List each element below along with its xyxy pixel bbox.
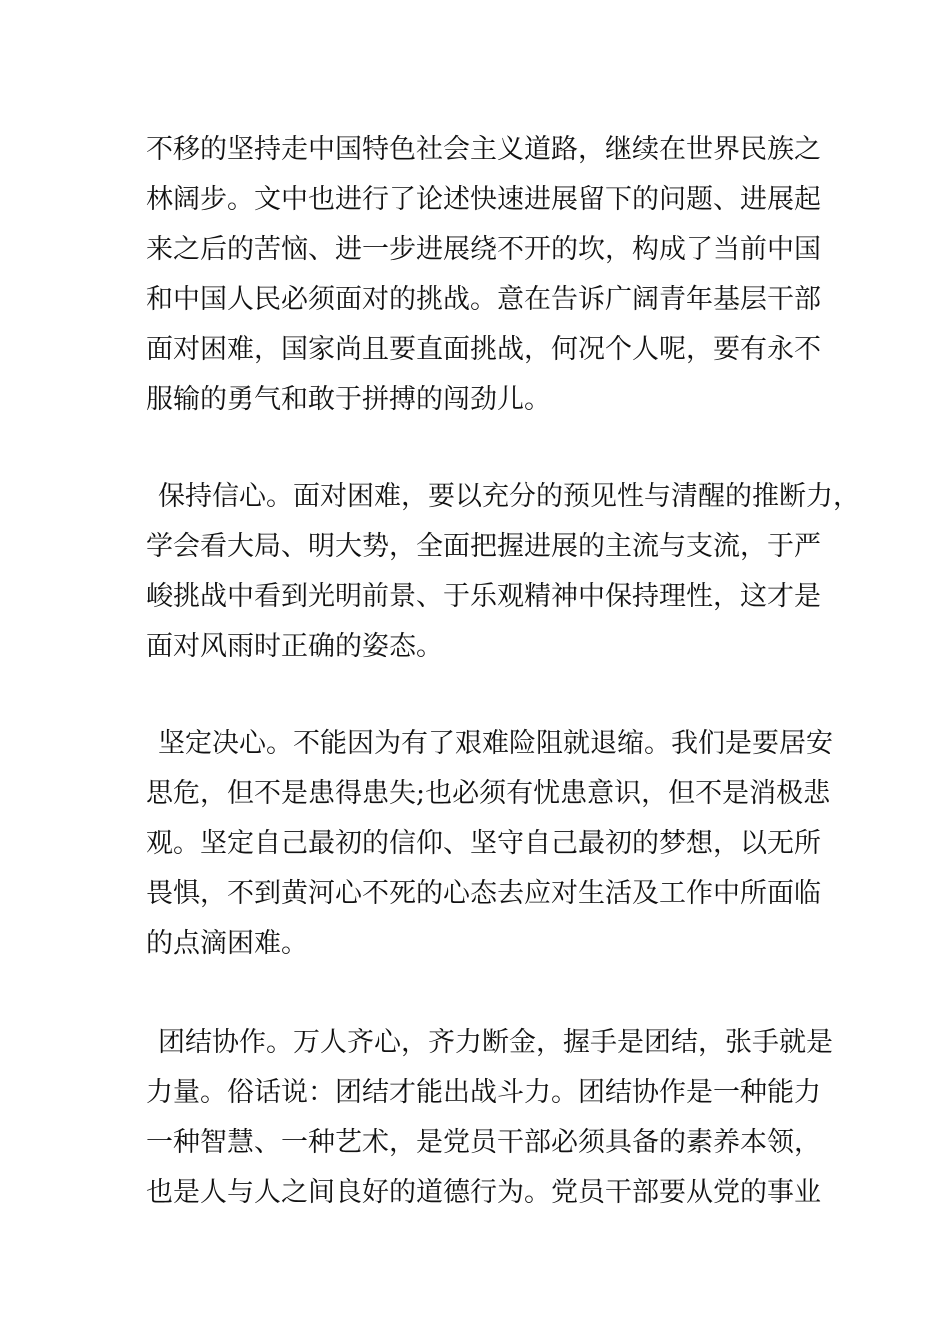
paragraph-1 (146, 125, 826, 425)
text-line: 服输的勇气和敢于拼搏的闯劲儿。 (146, 384, 551, 415)
text-line: 和中国人民必须面对的挑战。意在告诉广阔青年基层干部 (146, 284, 821, 315)
text-line: 面对困难，国家尚且要直面挑战，何况个人呢，要有永不 (146, 334, 821, 365)
text-line: 来之后的苦恼、进一步进展绕不开的坎，构成了当前中国 (146, 234, 821, 265)
text-line: 峻挑战中看到光明前景、于乐观精神中保持理性，这才是 (146, 581, 821, 612)
text-line: 不移的坚持走中国特色社会主义道路，继续在世界民族之 (146, 134, 821, 165)
text-line: 畏惧，不到黄河心不死的心态去应对生活及工作中所面临 (146, 878, 821, 909)
text-line: 团结协作。万人齐心，齐力断金，握手是团结，张手就是 (158, 1027, 833, 1058)
paragraph-4 (146, 1018, 833, 1218)
text-line: 保持信心。面对困难，要以充分的预见性与清醒的推断力， (158, 481, 860, 512)
text-line: 力量。俗话说：团结才能出战斗力。团结协作是一种能力 (146, 1077, 821, 1108)
text-line: 坚定决心。不能因为有了艰难险阻就退缩。我们是要居安 (158, 728, 833, 759)
text-line: 一种智慧、一种艺术，是党员干部必须具备的素养本领， (146, 1127, 821, 1158)
text-line: 观。坚定自己最初的信仰、坚守自己最初的梦想，以无所 (146, 828, 821, 859)
paragraph-3 (146, 719, 833, 969)
text-line: 也是人与人之间良好的道德行为。党员干部要从党的事业 (146, 1177, 821, 1208)
paragraph-2 (146, 472, 860, 672)
text-line: 学会看大局、明大势，全面把握进展的主流与支流，于严 (146, 531, 821, 562)
text-line: 的点滴困难。 (146, 928, 308, 959)
text-line: 思危，但不是患得患失;也必须有忧患意识，但不是消极悲 (146, 778, 831, 809)
text-line: 林阔步。文中也进行了论述快速进展留下的问题、进展起 (146, 184, 821, 215)
text-line: 面对风雨时正确的姿态。 (146, 631, 443, 662)
